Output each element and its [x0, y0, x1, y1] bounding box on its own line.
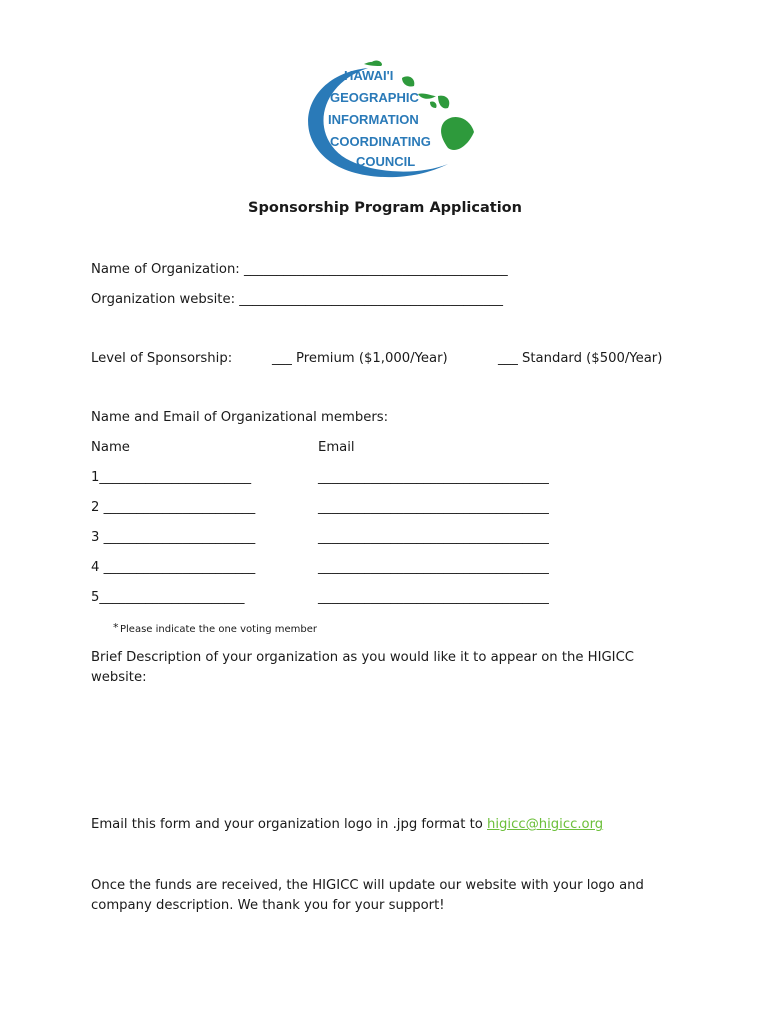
- logo-line-4: COORDINATING: [330, 134, 431, 149]
- logo-line-5: COUNCIL: [356, 154, 416, 169]
- island-molokai-icon: [418, 93, 436, 98]
- member-email-1[interactable]: ___________________________________: [318, 470, 549, 485]
- member-email-4[interactable]: ___________________________________: [318, 560, 549, 575]
- island-big-island-icon: [441, 117, 474, 150]
- description-prompt: Brief Description of your organization as you would like it to appear on the HIGICC website:: [91, 650, 634, 685]
- standard-option[interactable]: ___ Standard ($500/Year): [498, 351, 663, 366]
- logo-graphic: [298, 60, 476, 184]
- member-email-2[interactable]: ___________________________________: [318, 500, 549, 515]
- island-lanai-icon: [430, 101, 437, 108]
- higicc-logo: [298, 60, 476, 184]
- page-title: Sponsorship Program Application: [248, 200, 522, 216]
- island-maui-icon: [438, 96, 449, 109]
- member-email-3[interactable]: ___________________________________: [318, 530, 549, 545]
- logo-line-1: HAWAI'I: [344, 68, 394, 83]
- member-name-5[interactable]: 5______________________: [91, 590, 245, 605]
- voting-note-asterisk: *: [113, 621, 119, 634]
- email-link[interactable]: higicc@higicc.org: [487, 817, 604, 832]
- member-email-5[interactable]: ___________________________________: [318, 590, 549, 605]
- email-instruction-text: Email this form and your organization logo in .jpg format to: [91, 817, 483, 832]
- closing-message: Once the funds are received, the HIGICC will update our website with your logo and company description. We thank you for your support!: [91, 878, 644, 913]
- org-name-field[interactable]: Name of Organization: ________________________________________: [91, 262, 508, 277]
- member-name-1[interactable]: 1_______________________: [91, 470, 252, 485]
- name-column-header: Name: [91, 440, 130, 455]
- members-heading: Name and Email of Organizational members:: [91, 410, 389, 425]
- member-name-4[interactable]: 4 _______________________: [91, 560, 256, 575]
- sponsorship-label: Level of Sponsorship:: [91, 351, 233, 366]
- org-website-field[interactable]: Organization website: ________________________________________: [91, 292, 503, 307]
- logo-line-2: GEOGRAPHIC: [330, 90, 419, 105]
- island-oahu-icon: [402, 76, 414, 86]
- member-name-3[interactable]: 3 _______________________: [91, 530, 256, 545]
- logo-line-3: INFORMATION: [328, 112, 419, 127]
- email-column-header: Email: [318, 440, 355, 455]
- voting-note: Please indicate the one voting member: [120, 624, 317, 635]
- premium-option[interactable]: ___ Premium ($1,000/Year): [272, 351, 448, 366]
- member-name-2[interactable]: 2 _______________________: [91, 500, 256, 515]
- email-instruction: [91, 817, 603, 833]
